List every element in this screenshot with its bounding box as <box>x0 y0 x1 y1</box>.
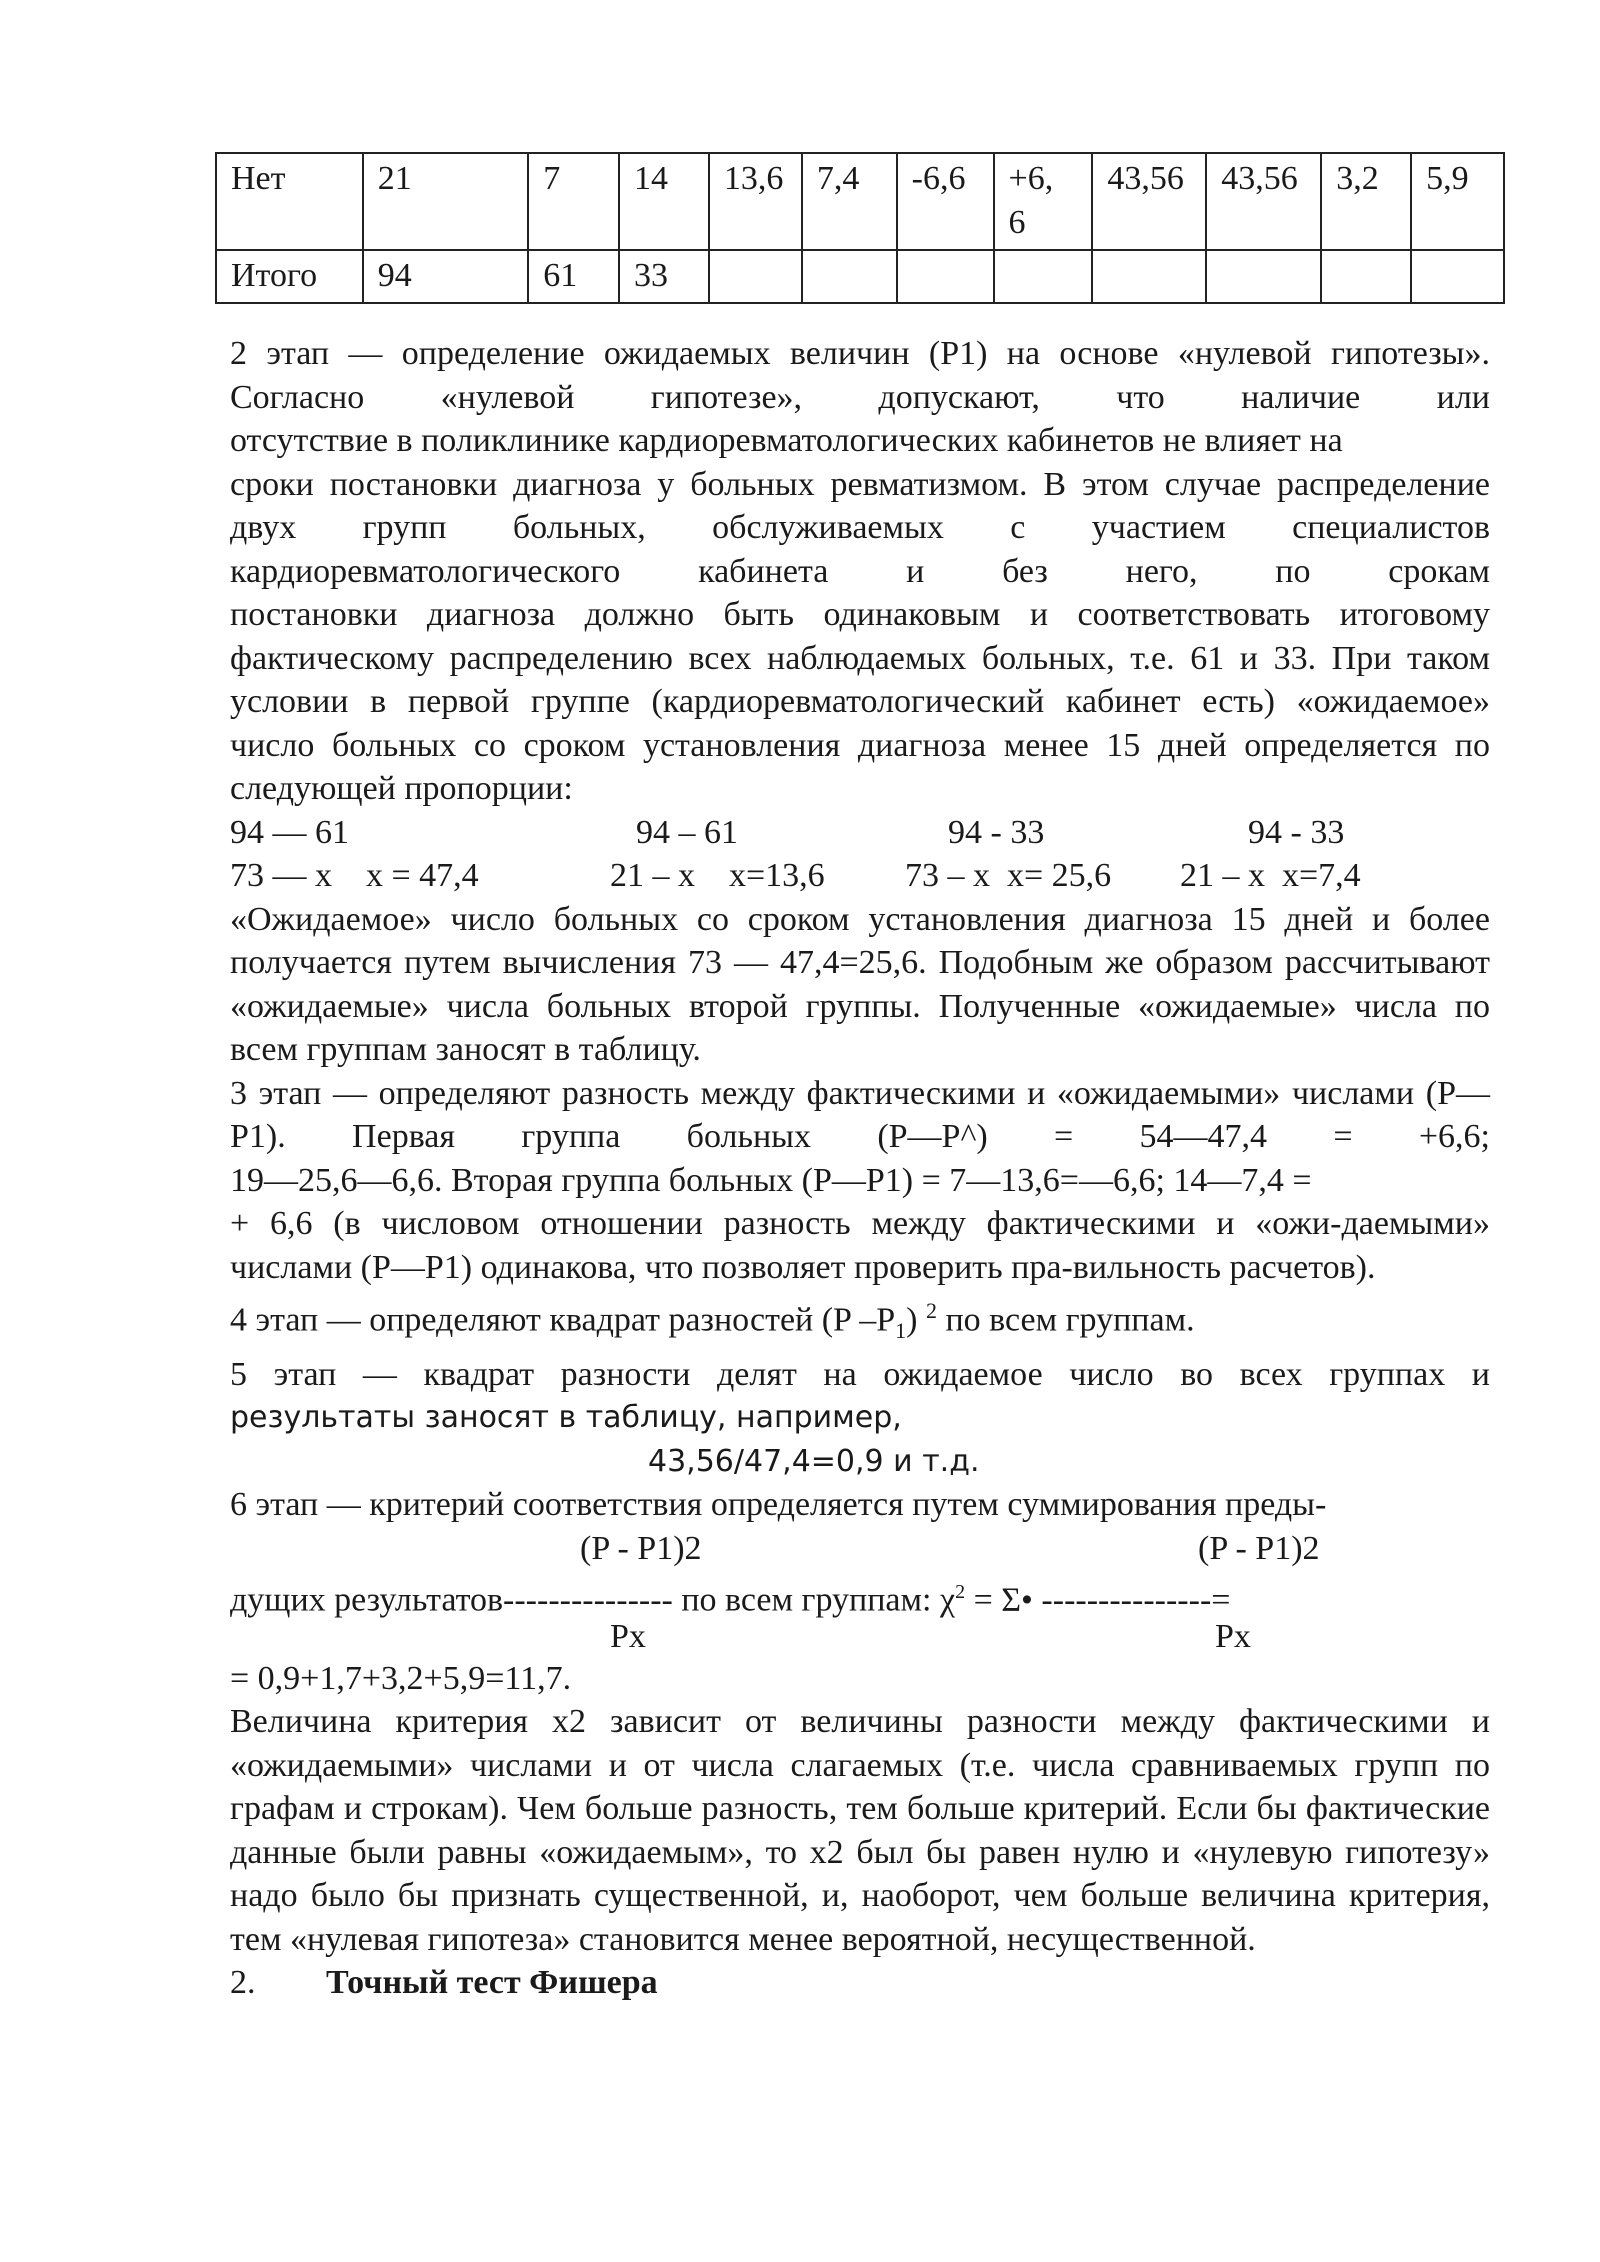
stage4-subscript: 1 <box>895 1318 907 1344</box>
formula-denominator-2: Px <box>1215 1617 1251 1655</box>
proportion-2b: 21 – x x=13,6 <box>610 857 825 894</box>
table-cell: 33 <box>619 250 709 303</box>
table-cell: -6,6 <box>897 153 994 250</box>
formula-text-a: дущих результатов--------------- по всем группам: χ <box>230 1580 956 1618</box>
stage5-paragraph-2: результаты заносят в таблицу, например, <box>230 1400 902 1436</box>
table-cell: 7 <box>528 153 619 250</box>
section-title: Точный тест Фишера <box>326 1964 658 2002</box>
stage4-paren: ) <box>906 1301 926 1339</box>
table-cell <box>1411 250 1504 303</box>
table-cell: 21 <box>363 153 528 250</box>
table-cell: +6, 6 <box>994 153 1093 250</box>
formula-numerator-2: (P - P1)2 <box>1198 1529 1320 1567</box>
formula-line <box>230 1571 1230 1622</box>
section-number: 2. <box>230 1964 256 2002</box>
stage5-paragraph-1: 5 этап — квадрат разности делят на ожидаемое число во всех группах и <box>230 1355 1490 1393</box>
table-cell: 43,56 <box>1206 153 1321 250</box>
chi-square-formula <box>230 1527 1490 1657</box>
conclusion-paragraph: Величина критерия x2 зависит от величины разности между фактическими и «ожидаемыми» числами и от числа слагаемых (т.е. числа сравниваемых групп по графам и строкам). Чем больше разность, тем больше критерий. Если бы фактические данные были равны «ожидаемым», то x2 был бы равен нулю и «нулевую гипотезу» надо было бы признать существенной, и, наоборот, чем больше величина критерия, тем «нулевая гипотеза» становится менее вероятной, несущественной. <box>230 1703 1490 1958</box>
stage4-tail: по всем группам. <box>936 1301 1195 1339</box>
row-total <box>216 250 1504 303</box>
proportion-row-1 <box>230 811 1490 855</box>
table-cell: Итого <box>216 250 363 303</box>
table-cell: 43,56 <box>1092 153 1206 250</box>
proportion-2a: 94 – 61 <box>636 813 738 851</box>
stage4-text: 4 этап — определяют квадрат разностей (P –P <box>230 1301 896 1339</box>
proportion-3a: 94 - 33 <box>948 813 1045 851</box>
table-cell <box>1092 250 1206 303</box>
chi-superscript: 2 <box>955 1580 966 1603</box>
table-cell: 3,2 <box>1321 153 1411 250</box>
stage2-paragraph-4: постановки диагноза должно быть одинаковым и соответствовать итоговому фактическому распределению всех наблюдаемых больных, т.е. 61 и 33. При таком условии в первой группе (кардиоревматологический кабинет есть) «ожидаемое» число больных со сроком установления диагноза менее 15 дней определяется по следующей пропорции: <box>230 596 1490 807</box>
stage6-paragraph-1: 6 этап — критерий соответствия определяется путем суммирования преды- <box>230 1486 1327 1524</box>
stage3-paragraph-2: 19—25,6—6,6. Вторая группа больных (P—P1) = 7—13,6=—6,6; 14—7,4 = <box>230 1161 1312 1199</box>
table-cell: Нет <box>216 153 363 250</box>
table-cell: 94 <box>363 250 528 303</box>
stage5-example: 43,56/47,4=0,9 и т.д. <box>648 1443 980 1479</box>
body-text <box>230 332 1490 2005</box>
table-cell <box>802 250 897 303</box>
proportion-4b: 21 – x x=7,4 <box>1180 857 1361 894</box>
table-cell <box>709 250 802 303</box>
proportion-4a: 94 - 33 <box>1248 813 1345 851</box>
stage4-paragraph <box>230 1289 1490 1353</box>
stage2-paragraph-2: отсутствие в поликлинике кардиоревматологических кабинетов не влияет на <box>230 422 1343 459</box>
data-table <box>215 152 1505 304</box>
expected-paragraph: «Ожидаемое» число больных со сроком установления диагноза 15 дней и более получается путем вычисления 73 — 47,4=25,6. Подобным же образом рассчитывают «ожидаемые» числа больных второй группы. Полученные «ожидаемые» числа по всем группам заносят в таблицу. <box>230 900 1490 1068</box>
table-cell: 13,6 <box>709 153 802 250</box>
stage3-paragraph-1: 3 этап — определяют разность между фактическими и «ожидаемыми» числами (P—P1). Первая группа больных (P—P^) = 54—47,4 = +6,6; <box>230 1074 1490 1155</box>
row-net <box>216 153 1504 250</box>
table-cell: 14 <box>619 153 709 250</box>
table-cell <box>1321 250 1411 303</box>
stage3-paragraph-3: + 6,6 (в числовом отношении разность между фактическими и «ожи-даемыми» числами (P—P1) одинакова, что позволяет проверить пра-вильность расчетов). <box>230 1205 1490 1286</box>
table-cell: 61 <box>528 250 619 303</box>
table-cell <box>994 250 1093 303</box>
stage4-superscript: 2 <box>925 1298 937 1323</box>
stage2-paragraph-1: 2 этап — определение ожидаемых величин (P1) на основе «нулевой гипотезы». Согласно «нулевой гипотезе», допускают, что наличие или <box>230 335 1490 416</box>
formula-denominator-1: Px <box>610 1617 646 1655</box>
section-heading <box>230 1961 1490 2005</box>
proportion-row-2 <box>230 854 1490 898</box>
table-cell: 7,4 <box>802 153 897 250</box>
proportion-1a: 94 — 61 <box>230 813 349 851</box>
formula-text-b: = Σ• ---------------= <box>965 1580 1231 1618</box>
table-cell <box>1206 250 1321 303</box>
stage6-result: = 0,9+1,7+3,2+5,9=11,7. <box>230 1659 572 1697</box>
proportion-1b: 73 — x x = 47,4 <box>230 857 479 894</box>
formula-numerator-1: (P - P1)2 <box>580 1529 702 1567</box>
table-cell <box>897 250 994 303</box>
stage2-paragraph-3: сроки постановки диагноза у больных ревматизмом. В этом случае распределение двух групп больных, обслуживаемых с участием специалистов кардиоревматологического кабинета и без него, по срокам <box>230 465 1490 590</box>
table-cell: 5,9 <box>1411 153 1504 250</box>
proportion-3b: 73 – x x= 25,6 <box>905 857 1112 894</box>
